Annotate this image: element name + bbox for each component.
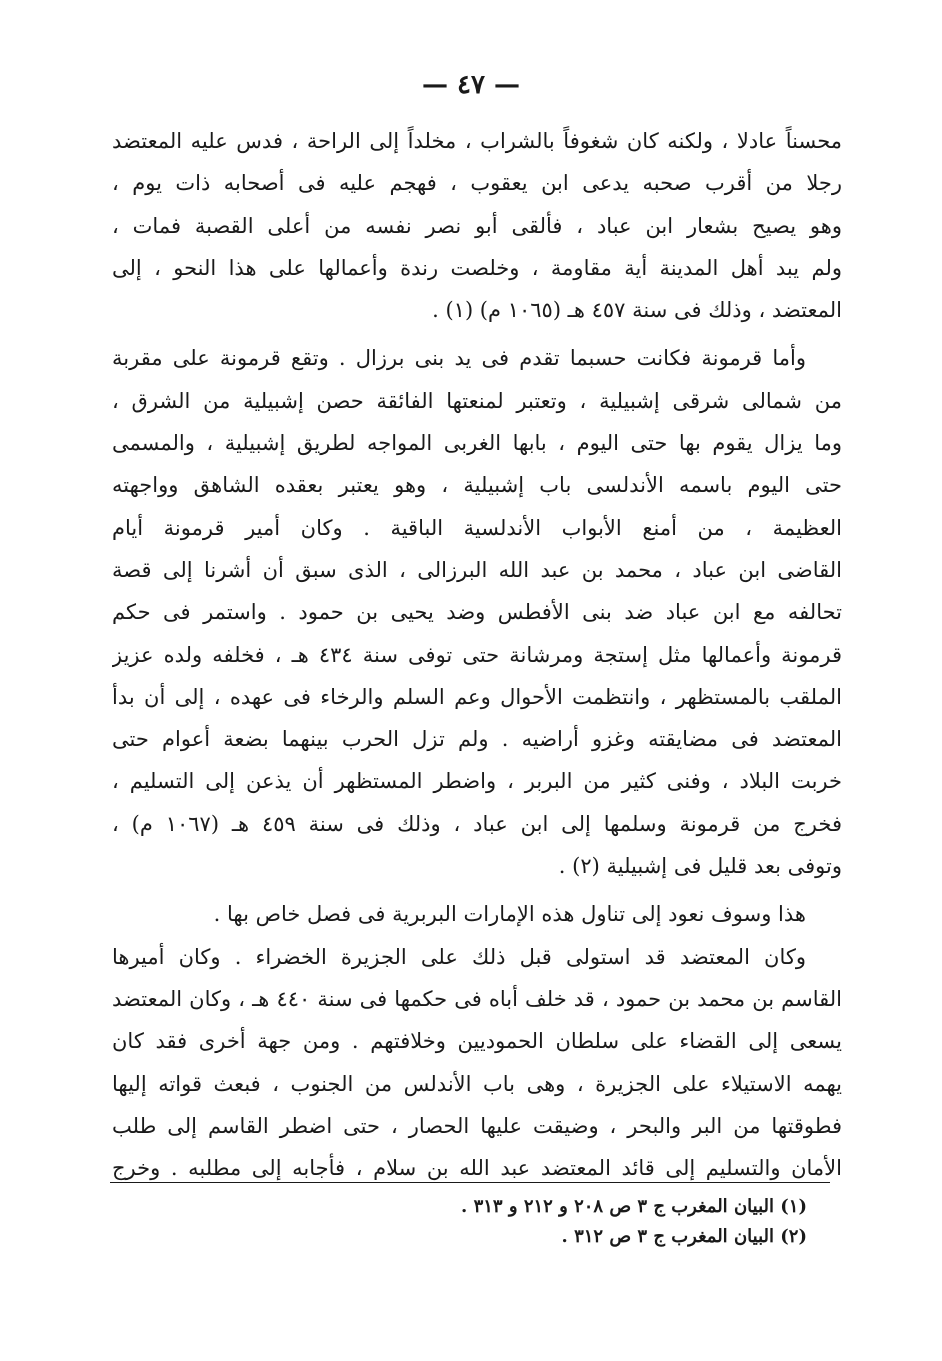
text-line: قرمونة وأعمالها مثل إستجة ومرشانة حتى توفى سنة ٤٣٤ هـ ، فخلفه ولده عزيز <box>112 642 842 667</box>
footnotes <box>167 1192 807 1252</box>
text-line: ولم يبد أهل المدينة أية مقاومة ، وخلصت رندة وأعمالها على هذا النحو ، إلى <box>112 255 842 280</box>
text-line: الملقب بالمستظهر ، وانتظمت الأحوال وعم السلم والرخاء فى عهده ، إلى أن بدأ <box>112 684 842 709</box>
text-line: يسعى إلى القضاء على سلطان الحموديين وخلافتهم . ومن جهة أخرى فقد كان <box>112 1029 842 1054</box>
text-line: وأما قرمونة فكانت حسبما تقدم فى يد بنى برزال . وتقع قرمونة على مقربة <box>112 346 806 371</box>
footnote-divider <box>110 1182 830 1183</box>
text-line: هذا وسوف نعود إلى تناول هذه الإمارات البربرية فى فصل خاص بها . <box>213 902 806 927</box>
text-line: رجلا من أقرب صحبه يدعى ابن يعقوب ، فهجم عليه فى أصحابه ذات يوم ، <box>112 171 842 196</box>
paragraph-4 <box>112 936 842 1190</box>
footnote-2: (٢) البيان المغرب ج ٣ ص ٣١٢ . <box>561 1226 807 1247</box>
text-line: من شمالى شرقى إشبيلية ، وتعتبر لمنعتها الفائقة حصن إشبيلية من الشرق ، <box>112 388 842 413</box>
paragraph-3 <box>112 893 842 935</box>
main-text <box>112 120 842 1189</box>
text-line: الأمان والتسليم إلى قائد المعتضد عبد الله بن سلام ، فأجابه إلى مطلبه . وخرج <box>112 1156 842 1181</box>
text-line: وتوفى بعد قليل فى إشبيلية (٢) . <box>558 854 842 879</box>
text-line: تحالفه مع ابن عباد ضد بنى الأفطس وضد يحيى بن حمود . واستمر فى حكم <box>112 600 842 625</box>
text-line: فطوقتها من البر والبحر ، وضيقت عليها الحصار ، حتى اضطر القاسم إلى طلب <box>112 1113 842 1138</box>
paragraph-1 <box>112 120 842 331</box>
text-line: خربت البلاد ، وفنى كثير من البربر ، واضطر المستظهر أن يذعن إلى التسليم ، <box>112 769 842 794</box>
text-line: حتى اليوم باسمه الأندلسى باب إشبيلية ، وهو يعتبر بعقده الشاهق وواجهته <box>112 473 842 498</box>
text-line: فخرج من قرمونة وسلمها إلى ابن عباد ، وذلك فى سنة ٤٥٩ هـ (١٠٦٧ م) ، <box>112 811 842 836</box>
text-line: وما يزال يقوم بها حتى اليوم ، بابها الغربى المواجه لطريق إشبيلية ، والمسمى <box>112 431 842 456</box>
text-line: يهمه الاستيلاء على الجزيرة ، وهى باب الأندلس من الجنوب ، فبعث قواته إليها <box>112 1071 842 1096</box>
text-line: المعتضد فى مضايقته وغزو أراضيه . ولم تزل الحرب بينهما بضعة أعوام حتى <box>112 727 842 752</box>
text-line: وكان المعتضد قد استولى قبل ذلك على الجزيرة الخضراء . وكان أميرها <box>112 944 806 969</box>
text-line: وهو يصيح بشعار ابن عباد ، فألقى أبو نصر نفسه من أعلى القصبة فمات ، <box>112 213 842 238</box>
text-line: العظيمة ، من أمنع الأبواب الأندلسية الباقية . وكان أمير قرمونة أيام <box>112 515 842 540</box>
text-line: القاضى ابن عباد ، محمد بن عبد الله البرزالى ، الذى سبق أن أشرنا إلى قصة <box>112 557 842 582</box>
text-line: القاسم بن محمد بن حمود ، قد خلف أباه فى حكمها فى سنة ٤٤٠ هـ ، وكان المعتضد <box>112 986 842 1011</box>
text-line: محسناً عادلا ، ولكنه كان شغوفاً بالشراب ، مخلداً إلى الراحة ، فدس عليه المعتضد <box>112 129 842 153</box>
page-number: — ٤٧ — <box>421 70 521 100</box>
footnote-1: (١) البيان المغرب ج ٣ ص ٢٠٨ و ٢١٢ و ٣١٣ . <box>461 1196 807 1217</box>
text-line: المعتضد ، وذلك فى سنة ٤٥٧ هـ (١٠٦٥ م) (١) . <box>432 298 842 323</box>
paragraph-2 <box>112 337 842 887</box>
